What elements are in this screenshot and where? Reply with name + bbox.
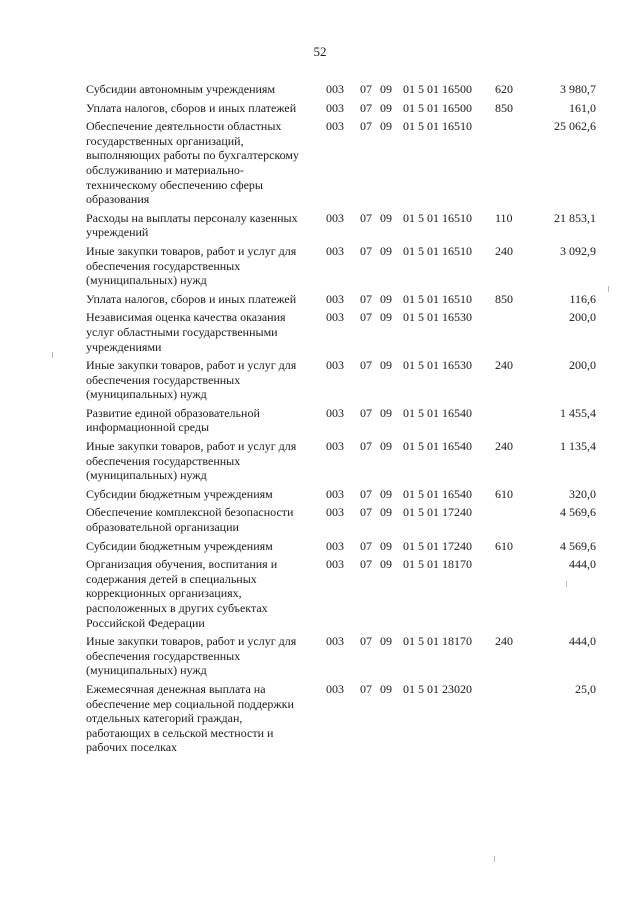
section-code: 07 (360, 310, 372, 325)
table-row (86, 119, 596, 207)
section-code: 07 (360, 100, 372, 115)
row-name: Уплата налогов, сборов и иных платежей (86, 291, 297, 306)
scan-artifact (608, 286, 609, 292)
subsection-code: 09 (380, 119, 392, 134)
subsection-code: 09 (380, 486, 392, 501)
expense-type-code: 610 (495, 538, 513, 553)
section-code: 07 (360, 82, 372, 96)
target-article-code: 01 5 01 16540 (403, 405, 472, 420)
row-name: Организация обучения, воспитания и содержания детей в специальных коррекционных организациях, расположенных в других субъектах Российской Федерации (86, 557, 278, 630)
section-code: 07 (360, 119, 372, 134)
row-name: Иные закупки товаров, работ и услуг для обеспечения государственных (муниципальных) нужд (86, 634, 297, 678)
subsection-code: 09 (380, 243, 392, 258)
target-article-code: 01 5 01 16500 (403, 100, 472, 115)
amount-value: 4 569,6 (560, 538, 596, 553)
amount-value: 1 455,4 (560, 405, 596, 420)
scan-artifact (566, 581, 567, 587)
ministry-code: 003 (326, 243, 344, 258)
table-row (86, 211, 596, 240)
row-name: Субсидии автономным учреждениям (86, 82, 276, 96)
table-row (86, 244, 596, 288)
row-name: Субсидии бюджетным учреждениям (86, 538, 273, 553)
row-name: Уплата налогов, сборов и иных платежей (86, 100, 297, 115)
amount-value: 1 135,4 (560, 439, 596, 454)
section-code: 07 (360, 486, 372, 501)
amount-value: 116,6 (569, 291, 596, 306)
scan-artifact (52, 352, 53, 358)
amount-value: 320,0 (569, 486, 596, 501)
row-name: Развитие единой образовательной информационной среды (86, 405, 260, 435)
subsection-code: 09 (380, 291, 392, 306)
expense-type-code: 850 (495, 291, 513, 306)
row-name: Субсидии бюджетным учреждениям (86, 486, 273, 501)
table-row (86, 634, 596, 678)
target-article-code: 01 5 01 16510 (403, 291, 472, 306)
ministry-code: 003 (326, 538, 344, 553)
ministry-code: 003 (326, 634, 344, 649)
section-code: 07 (360, 538, 372, 553)
amount-value: 444,0 (569, 634, 596, 649)
ministry-code: 003 (326, 358, 344, 373)
subsection-code: 09 (380, 557, 392, 572)
section-code: 07 (360, 210, 372, 225)
expense-type-code: 240 (495, 358, 513, 373)
amount-value: 200,0 (569, 358, 596, 373)
expense-type-code: 110 (495, 210, 513, 225)
ministry-code: 003 (326, 291, 344, 306)
row-name: Иные закупки товаров, работ и услуг для обеспечения государственных (муниципальных) нужд (86, 358, 297, 402)
expense-type-code: 620 (495, 82, 513, 96)
scan-artifact (494, 856, 495, 862)
ministry-code: 003 (326, 557, 344, 572)
expense-type-code: 240 (495, 243, 513, 258)
amount-value: 3 092,9 (560, 243, 596, 258)
row-name: Расходы на выплаты персоналу казенных учреждений (86, 210, 298, 240)
table-row (86, 358, 596, 402)
subsection-code: 09 (380, 100, 392, 115)
subsection-code: 09 (380, 505, 392, 520)
section-code: 07 (360, 634, 372, 649)
section-code: 07 (360, 243, 372, 258)
table-row (86, 557, 596, 630)
target-article-code: 01 5 01 16510 (403, 119, 472, 134)
table-row (86, 82, 596, 97)
section-code: 07 (360, 358, 372, 373)
subsection-code: 09 (380, 405, 392, 420)
table-row (86, 682, 596, 755)
subsection-code: 09 (380, 538, 392, 553)
table-row (86, 505, 596, 534)
ministry-code: 003 (326, 439, 344, 454)
table-row (86, 101, 596, 116)
expense-type-code: 850 (495, 100, 513, 115)
target-article-code: 01 5 01 16500 (403, 82, 472, 96)
amount-value: 161,0 (569, 100, 596, 115)
amount-value: 25 062,6 (554, 119, 596, 134)
amount-value: 444,0 (569, 557, 596, 572)
target-article-code: 01 5 01 23020 (403, 681, 472, 696)
subsection-code: 09 (380, 310, 392, 325)
ministry-code: 003 (326, 119, 344, 134)
target-article-code: 01 5 01 16510 (403, 243, 472, 258)
amount-value: 3 980,7 (560, 82, 596, 96)
row-name: Независимая оценка качества оказания услуг областными государственными учреждениями (86, 310, 286, 354)
subsection-code: 09 (380, 210, 392, 225)
section-code: 07 (360, 439, 372, 454)
table-row (86, 406, 596, 435)
expense-type-code: 240 (495, 439, 513, 454)
ministry-code: 003 (326, 681, 344, 696)
subsection-code: 09 (380, 82, 392, 96)
amount-value: 4 569,6 (560, 505, 596, 520)
target-article-code: 01 5 01 17240 (403, 505, 472, 520)
subsection-code: 09 (380, 439, 392, 454)
section-code: 07 (360, 291, 372, 306)
target-article-code: 01 5 01 16530 (403, 310, 472, 325)
target-article-code: 01 5 01 16530 (403, 358, 472, 373)
target-article-code: 01 5 01 18170 (403, 634, 472, 649)
table-row (86, 439, 596, 483)
ministry-code: 003 (326, 486, 344, 501)
amount-value: 200,0 (569, 310, 596, 325)
ministry-code: 003 (326, 505, 344, 520)
ministry-code: 003 (326, 100, 344, 115)
row-name: Обеспечение деятельности областных государственных организаций, выполняющих работы по бухгалтерскому обслуживанию и материально-техническому обеспечению сферы образования (86, 119, 300, 207)
row-name: Обеспечение комплексной безопасности образовательной организации (86, 505, 294, 535)
table-row (86, 310, 596, 354)
budget-table (86, 82, 596, 759)
section-code: 07 (360, 505, 372, 520)
target-article-code: 01 5 01 18170 (403, 557, 472, 572)
row-name: Ежемесячная денежная выплата на обеспечение мер социальной поддержки отдельных категорий граждан, работающих в сельской местности и рабочих поселках (86, 681, 294, 755)
section-code: 07 (360, 405, 372, 420)
target-article-code: 01 5 01 16510 (403, 210, 472, 225)
subsection-code: 09 (380, 634, 392, 649)
amount-value: 25,0 (575, 681, 596, 696)
subsection-code: 09 (380, 681, 392, 696)
target-article-code: 01 5 01 16540 (403, 439, 472, 454)
row-name: Иные закупки товаров, работ и услуг для обеспечения государственных (муниципальных) нужд (86, 243, 297, 288)
expense-type-code: 240 (495, 634, 513, 649)
section-code: 07 (360, 557, 372, 572)
page-number: 52 (313, 44, 327, 59)
ministry-code: 003 (326, 210, 344, 225)
table-row (86, 292, 596, 307)
target-article-code: 01 5 01 17240 (403, 538, 472, 553)
section-code: 07 (360, 681, 372, 696)
ministry-code: 003 (326, 82, 344, 96)
table-row (86, 539, 596, 554)
expense-type-code: 610 (495, 486, 513, 501)
row-name: Иные закупки товаров, работ и услуг для обеспечения государственных (муниципальных) нужд (86, 439, 297, 483)
ministry-code: 003 (326, 310, 344, 325)
table-row (86, 487, 596, 502)
target-article-code: 01 5 01 16540 (403, 486, 472, 501)
amount-value: 21 853,1 (554, 210, 596, 225)
ministry-code: 003 (326, 405, 344, 420)
subsection-code: 09 (380, 358, 392, 373)
